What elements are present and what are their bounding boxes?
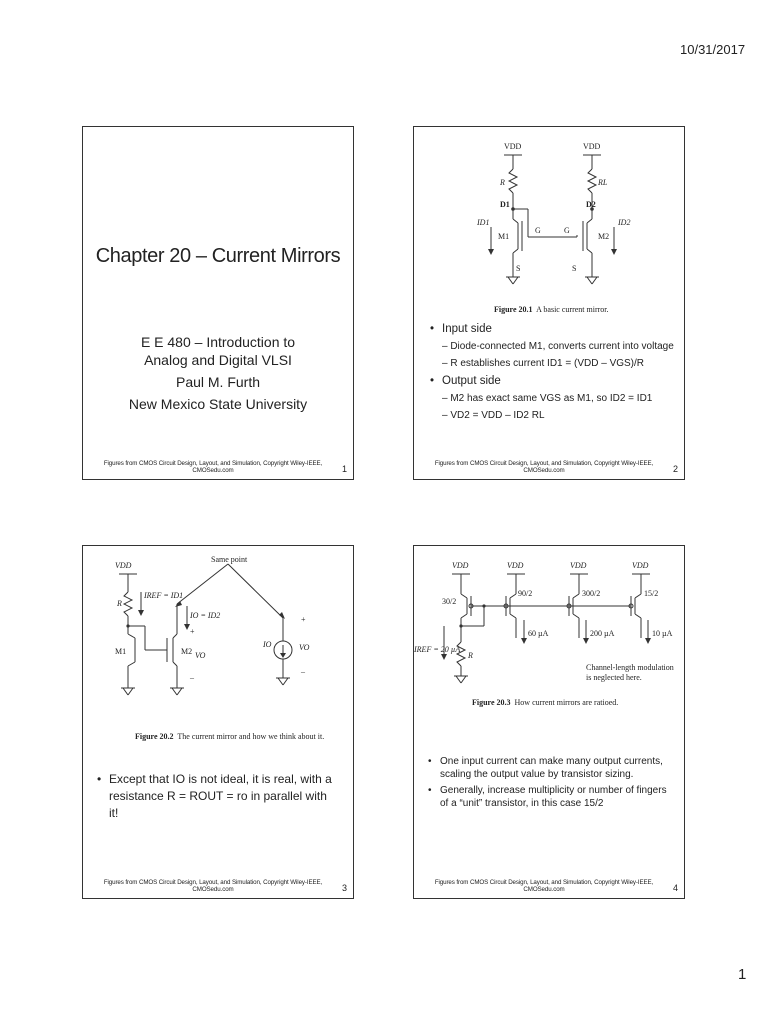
slide-title: Chapter 20 – Current Mirrors xyxy=(95,245,341,267)
vdd-label: VDD xyxy=(504,142,522,151)
slide-4 xyxy=(413,545,685,899)
mirror-model-figure xyxy=(83,546,353,751)
vdd-label: VDD xyxy=(583,142,601,151)
slide-footer: Figures from CMOS Circuit Design, Layout, and Simulation, Copyright Wiley-IEEE, CMOSedu.com xyxy=(103,879,323,893)
m1-label: M1 xyxy=(115,647,127,656)
bullet-list xyxy=(97,768,337,822)
slide-number: 2 xyxy=(672,464,678,474)
m1-label: M1 xyxy=(498,232,510,241)
bullet-item: • Generally, increase multiplicity or number of fingers of a “unit” transistor, in this case 15/2 xyxy=(428,784,673,810)
vo-label: VO xyxy=(299,643,310,652)
course-line: E E 480 – Introduction to Analog and Digital VLSI xyxy=(140,334,296,368)
r-label: R xyxy=(468,651,473,660)
sub-bullet: – VD2 = VDD – ID2 RL xyxy=(442,410,545,421)
r-label: R xyxy=(500,178,505,187)
plus-label: + xyxy=(301,615,306,624)
slide-1 xyxy=(82,126,354,480)
vo-label: VO xyxy=(195,651,206,660)
m2-label: M2 xyxy=(598,232,610,241)
slide-subtitle xyxy=(83,333,353,417)
vdd-label: VDD xyxy=(632,561,649,570)
slide-number: 3 xyxy=(341,883,347,893)
header-date: 10/31/2017 xyxy=(680,42,746,57)
basic-current-mirror-figure xyxy=(414,127,684,307)
id1-label: ID1 xyxy=(477,218,490,227)
plus-label: + xyxy=(190,627,195,636)
bullet-output-side: • Output side xyxy=(430,374,680,389)
d2-label: D2 xyxy=(586,200,596,209)
bullet-list xyxy=(430,319,680,423)
note-label: is neglected here. xyxy=(586,673,642,682)
bullet-item: • One input current can make many output currents, scaling the output value by transistor sizing. xyxy=(428,755,673,781)
minus-label: – xyxy=(190,673,194,682)
d1-label: D1 xyxy=(500,200,510,209)
sub-bullet: – Diode-connected M1, converts current into voltage xyxy=(442,341,674,352)
rl-label: RL xyxy=(598,178,608,187)
width-label: 300/2 xyxy=(582,589,601,598)
minus-label: – xyxy=(301,667,305,676)
slide-footer: Figures from CMOS Circuit Design, Layout, and Simulation, Copyright Wiley-IEEE, CMOSedu.com xyxy=(103,460,323,474)
slide-number: 4 xyxy=(672,883,678,893)
bullet-item: • Except that IO is not ideal, it is real, with a resistance R = ROUT = ro in parallel with it! xyxy=(97,771,337,822)
vdd-label: VDD xyxy=(115,561,132,570)
vdd-label: VDD xyxy=(507,561,524,570)
current-label: 200 µA xyxy=(590,629,615,638)
slide-footer: Figures from CMOS Circuit Design, Layout, and Simulation, Copyright Wiley-IEEE, CMOSedu.com xyxy=(434,460,654,474)
iref-label: IREF = 20 µA xyxy=(414,645,461,654)
g-label: G xyxy=(535,226,541,235)
figure-caption: Figure 20.1 A basic current mirror. xyxy=(494,305,609,314)
bullet-input-side: • Input side xyxy=(430,322,680,337)
width-label: 90/2 xyxy=(518,589,533,598)
figure-caption: Figure 20.3 How current mirrors are ratioed. xyxy=(472,698,619,707)
sub-bullet: – M2 has exact same VGS as M1, so ID2 = ID1 xyxy=(442,393,653,404)
same-point-label: Same point xyxy=(211,555,248,564)
io-eq-label: IO = ID2 xyxy=(190,611,221,620)
g-label: G xyxy=(564,226,570,235)
slide-2 xyxy=(413,126,685,480)
s-label: S xyxy=(516,264,521,273)
io-label: IO xyxy=(263,640,272,649)
vdd-label: VDD xyxy=(452,561,469,570)
width-label: 15/2 xyxy=(644,589,659,598)
slide-number: 1 xyxy=(341,464,347,474)
s-label: S xyxy=(572,264,577,273)
vdd-label: VDD xyxy=(570,561,587,570)
current-label: 60 µA xyxy=(528,629,549,638)
institution-line: New Mexico State University xyxy=(128,396,308,412)
ratioed-mirrors-figure xyxy=(414,546,684,721)
id2-label: ID2 xyxy=(618,218,631,227)
m2-label: M2 xyxy=(181,647,193,656)
sub-bullet: – R establishes current ID1 = (VDD – VGS)/R xyxy=(442,358,645,369)
r-label: R xyxy=(117,599,122,608)
note-label: Channel-length modulation xyxy=(586,663,674,672)
slide-footer: Figures from CMOS Circuit Design, Layout, and Simulation, Copyright Wiley-IEEE, CMOSedu.com xyxy=(434,879,654,893)
current-label: 10 µA xyxy=(652,629,673,638)
bullet-list xyxy=(428,752,673,810)
author-line: Paul M. Furth xyxy=(175,374,261,390)
page-number: 1 xyxy=(738,966,747,983)
slide-3 xyxy=(82,545,354,899)
width-label: 30/2 xyxy=(442,597,457,606)
iref-label: IREF = ID1 xyxy=(144,591,184,600)
figure-caption: Figure 20.2 The current mirror and how we think about it. xyxy=(135,732,325,741)
